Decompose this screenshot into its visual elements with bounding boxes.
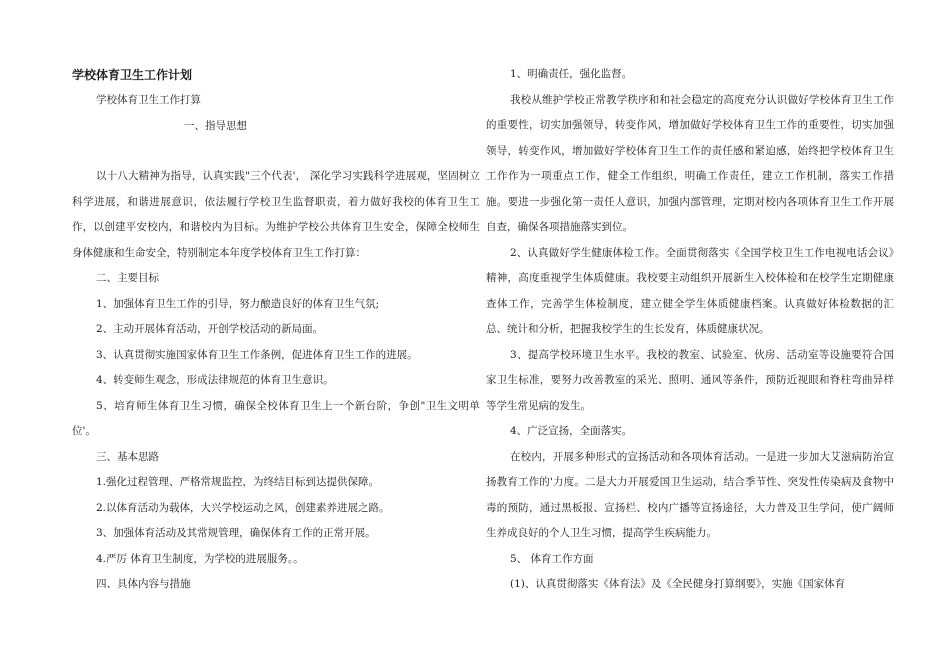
measure-3-body: 3、提高学校环境卫生水平。我校的教室、试验室、伙房、活动室等设施要符合国家卫生标准，要努力改善教室的采光、照明、通风等条件，预防近视眼和脊柱弯曲异样等学生常见病的发生。 — [486, 348, 894, 412]
measure-1-title: 1、明确责任，强化监督。 — [510, 68, 633, 80]
measure-5-title: 5、 体育工作方面 — [510, 552, 594, 565]
idea-item-3: 3、加强体育活动及其常规管理，确保体育工作的正常开展。 — [96, 527, 376, 539]
blank-line — [72, 139, 480, 164]
idea-item-1: 1.强化过程管理、严格常规监控，为终结目标到达提供保障。 — [96, 476, 380, 488]
section-heading-content-measures: 四、具体内容与措施 — [96, 578, 191, 590]
idea-item-2: 2.以体育活动为载体，大兴学校运动之风，创建素养进展之路。 — [96, 501, 390, 514]
measure-4-title: 4、广泛宣扬，全面落实。 — [510, 425, 633, 437]
section-heading-basic-ideas: 三、基本思路 — [96, 450, 159, 463]
measure-1-body: 我校从维护学校正常教学秩序和和社会稳定的高度充分认识做好学校体育卫生工作的重要性，切实加强领导，转变作风，增加做好学校体育卫生工作的重要性，切实加强领导，转变作风，增加做好学校体育卫生工作的责任感和紧迫感，始终把学校体育卫生工作作为一项重点工作，健全工作组织，明确工作责任，建立工作机制，落实工作措施。要进一步强化第一责任人意识，加强内部管理，定期对校内各项体育卫生工作开展自查，确保各项措施落实到位。 — [486, 93, 894, 233]
goal-item-4: 4、转变师生观念，形成法律规范的体育卫生意识。 — [96, 374, 334, 386]
measure-5-body: (1)、认真贯彻落实《体育法》及《全民健身打算纲要》，实施《国家体育 — [510, 578, 846, 590]
goal-item-1: 1、加强体育卫生工作的引导，努力酿造良好的体育卫生气氛; — [96, 297, 380, 310]
left-column — [72, 62, 480, 598]
document-subtitle: 学校体育卫生工作打算 — [96, 94, 201, 106]
document-title: 学校体育卫生工作计划 — [72, 68, 193, 82]
section-heading-guiding-ideology: 一、指导思想 — [184, 119, 247, 132]
right-column — [486, 62, 894, 598]
goal-item-5: 5、培育师生体育卫生习惯，确保全校体育卫生上一个新台阶，争创"卫生文明单位'。 — [72, 399, 480, 437]
goal-item-2: 2、主动开展体育活动，开创学校活动的新局面。 — [96, 323, 324, 335]
idea-item-4: 4.严厉 体育卫生制度，为学校的进展服务。。 — [96, 552, 304, 565]
measure-4-body: 在校内，开展多种形式的宣扬活动和各项体育活动。一是进一步加大艾滋病防治宣扬教育工作的'力度。二是大力开展爱国卫生运动，结合季节性、突发性传染病及食物中毒的预防，通过黑板报、宣扬栏、校内广播等宣扬途径，大力普及卫生学问，使广阔师生养成良好的个人卫生习惯，提高学生疾病能力。 — [486, 450, 894, 539]
guiding-ideology-paragraph: 以十八大精神为指导，认真实践"三个代表'， 深化学习实践科学进展观，坚固树立科学进展，和谐进展意识，依法履行学校卫生监督职责，着力做好我校的体育卫生工作，以创建平安校内，和谐校内为目标。为维护学校公共体育卫生安全，保障全校师生身体健康和生命安全，特别制定本年度学校体育卫生工作打算： — [72, 170, 480, 259]
goal-item-3: 3、认真贯彻实施国家体育卫生工作条例，促进体育卫生工作的进展。 — [96, 348, 418, 361]
measure-2-body: 2、认真做好学生健康体检工作。全面贯彻落实《全国学校卫生工作电视电话会议》精神，高度重视学生体质健康。我校要主动组织开展新生入校体检和在校学生定期健康查体工作，完善学生体检制度，建立健全学生体质健康档案。认真做好体检数据的汇总、统计和分析，把握我校学生的生长发育，体质健康状况。 — [486, 246, 894, 335]
section-heading-main-goals: 二、主要目标 — [96, 272, 159, 284]
